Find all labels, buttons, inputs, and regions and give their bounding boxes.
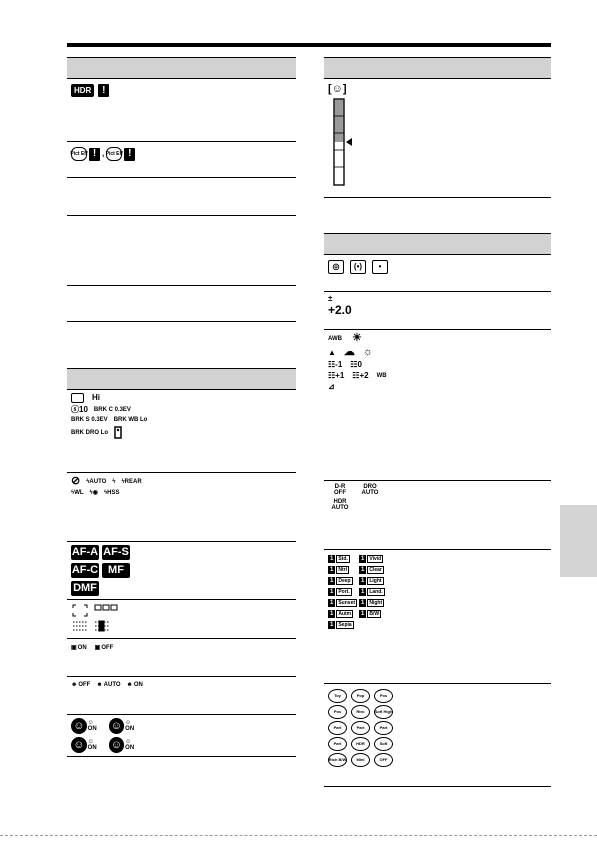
- description-cell: [397, 255, 551, 292]
- flash-hss-icon: ϟ HSS: [103, 490, 120, 496]
- table-header: [324, 58, 551, 79]
- picture-effect-icons: [328, 689, 397, 767]
- description-cell: [140, 542, 296, 600]
- description-header: [140, 369, 296, 390]
- table-row: [324, 684, 551, 787]
- icon-header: [324, 234, 397, 255]
- af-a-icon: AF-A: [71, 546, 99, 558]
- icon-header: [324, 58, 397, 79]
- icon-cell: [324, 79, 397, 198]
- fluorescent-wb-plus2-icon: ☷ +2: [352, 371, 369, 380]
- smile-level-pointer: [346, 138, 352, 146]
- flash-wb-icon: WB: [376, 373, 387, 379]
- multi-metering-icon: ◎: [328, 260, 344, 274]
- icon-cell: [67, 286, 140, 322]
- flash-red-eye-icon: ϟ◉: [89, 490, 98, 496]
- dro-auto-icon: DRO AUTO: [361, 484, 379, 496]
- smile-detection-meter: [332, 98, 362, 188]
- dro-off-icon: D-R OFF: [334, 484, 346, 496]
- icon-cell: [67, 542, 140, 600]
- smile-shutter-icon: ☺ ☺ON: [109, 718, 141, 734]
- af-s-icon: AF-S: [103, 546, 129, 558]
- creative-style-icon: 1 Std.: [330, 556, 348, 562]
- description-cell: [140, 600, 296, 639]
- table-row: [324, 481, 551, 550]
- creative-style-icon: 1 B/W: [361, 611, 380, 617]
- icon-cell: [67, 79, 140, 142]
- table-row: [324, 330, 551, 481]
- picture-effect-icon: Pict Eff: [71, 147, 87, 161]
- hdr-auto-icon: HDR AUTO: [331, 499, 349, 511]
- description-cell: [397, 292, 551, 330]
- icon-cell: [67, 178, 140, 216]
- icon-cell: [324, 684, 397, 787]
- picture-effect-icon: Pos: [328, 705, 347, 719]
- icon-cell: [67, 600, 140, 639]
- picture-effect-icon: Pop: [351, 689, 370, 703]
- auto-wb-icon: AWB: [328, 335, 342, 342]
- picture-effect-icon: Part: [328, 721, 347, 735]
- icon-header: [67, 369, 140, 390]
- creative-style-icon: 1 Light: [361, 578, 382, 584]
- daylight-wb-icon: ☀: [352, 332, 362, 344]
- table-row: [67, 542, 296, 600]
- description-header: [140, 58, 296, 79]
- af-area-icons: [71, 603, 135, 633]
- smile-detection-icon: [☺]: [328, 83, 347, 95]
- shooting-settings-table: [67, 368, 296, 757]
- picture-effect-icon: Soft: [374, 737, 393, 751]
- remote-commander-icon: [114, 426, 122, 439]
- description-cell: [140, 473, 296, 542]
- face-detect-auto-icon: ☻ AUTO: [96, 682, 121, 688]
- lock-on-af-off-icon: ▣ OFF: [94, 644, 114, 651]
- picture-effect-icon: OFF: [374, 753, 393, 767]
- single-shot-icon: [71, 393, 84, 403]
- creative-style-icon: 1 Deep: [330, 578, 351, 584]
- picture-effect-icon: HDR: [351, 737, 370, 751]
- creative-style-icon: 1 Ntrl: [330, 567, 347, 573]
- description-cell: [140, 178, 296, 216]
- creative-style-icons: [328, 555, 397, 629]
- smile-shutter-icon: ☺ ☺ON: [71, 737, 103, 753]
- creative-style-icon: 1 Sunset: [330, 600, 356, 606]
- creative-style-icon: 1 Land.: [361, 589, 383, 595]
- table-row: [67, 142, 296, 178]
- description-cell: [140, 390, 296, 473]
- smile-shutter-icon: ☺ ☺ON: [109, 737, 141, 753]
- top-rule: [67, 43, 551, 47]
- description-cell: [140, 715, 296, 757]
- table-header: [324, 234, 551, 255]
- icon-cell: [67, 216, 140, 286]
- description-cell: [140, 79, 296, 142]
- center-metering-icon: (•): [350, 260, 366, 274]
- fluorescent-wb-0-icon: ☷ 0: [350, 360, 362, 369]
- warning-icon: !: [124, 148, 135, 161]
- self-timer-icon: ⓢ10: [71, 405, 88, 414]
- hdr-icon: HDR: [71, 84, 94, 97]
- continuous-hi-icon: Hi: [92, 393, 100, 402]
- icon-cell: [67, 473, 140, 542]
- flash-rear-icon: ϟ REAR: [121, 478, 142, 485]
- fluorescent-wb-plus1-icon: ☷ +1: [328, 371, 345, 380]
- picture-effect-icon: Pict Eff: [106, 147, 122, 161]
- description-cell: [397, 330, 551, 481]
- icon-cell: [324, 550, 397, 684]
- chapter-thumb-tab: [560, 505, 597, 577]
- picture-effect-icon: Part: [328, 737, 347, 751]
- icon-cell: [67, 677, 143, 715]
- page-trim-line: [0, 835, 597, 836]
- table-row: [67, 286, 296, 322]
- creative-style-icon: 1 Vivid: [361, 556, 382, 562]
- table-row: [67, 216, 296, 286]
- shade-wb-icon: ▲: [328, 347, 336, 357]
- flash-icon: ϟ: [112, 478, 116, 485]
- white-balance-bracket-icon: BRK WB Lo: [113, 417, 148, 423]
- warning-icon: !: [98, 84, 109, 97]
- picture-effect-icon: Pos: [374, 689, 393, 703]
- spot-metering-icon: •: [372, 260, 388, 274]
- flash-off-icon: ⊘: [71, 475, 81, 487]
- af-c-icon: AF-C: [71, 564, 99, 576]
- incandescent-wb-icon: ☼: [362, 346, 374, 358]
- description-cell: [397, 684, 551, 787]
- table-header: [67, 369, 296, 390]
- picture-effect-icon: Rtro: [351, 705, 370, 719]
- flash-wireless-icon: ϟ WL: [71, 490, 84, 496]
- description-cell: [397, 550, 551, 684]
- icon-cell: [324, 330, 397, 481]
- warning-icon: !: [89, 148, 100, 161]
- creative-style-icon: 1 Night: [361, 600, 383, 606]
- description-cell: [397, 79, 551, 198]
- creative-style-icon: 1 Autm: [330, 611, 352, 617]
- bracket-continuous-icon: BRK C 0.3EV: [93, 407, 131, 413]
- icon-cell: [67, 639, 140, 677]
- picture-effect-icon: Rich B/W: [328, 753, 347, 767]
- table-row: [324, 292, 551, 330]
- picture-effect-icon: Toy: [328, 689, 347, 703]
- icon-cell: [324, 255, 397, 292]
- fluorescent-wb-minus1-icon: ☷ -1: [328, 360, 343, 369]
- smile-shutter-icon: ☺ ☺ON: [71, 718, 103, 734]
- table-row: [67, 715, 296, 757]
- face-detect-off-icon: ☻ OFF: [71, 682, 91, 688]
- bracket-single-icon: BRK S 0.3EV: [71, 417, 108, 423]
- smile-detection-table: [324, 57, 551, 198]
- icon-cell: Pict Eff ! , Pict Eff !: [67, 142, 140, 178]
- creative-style-icon: 1 Sepia: [330, 622, 352, 628]
- cloudy-wb-icon: ☁: [343, 346, 355, 358]
- table-row: [67, 473, 296, 542]
- icon-cell: [67, 715, 140, 757]
- table-row: [324, 79, 551, 198]
- description-cell: [397, 481, 551, 550]
- flash-compensation-icon: ±: [328, 294, 333, 303]
- mf-icon: MF: [102, 563, 130, 578]
- icon-cell: [324, 481, 397, 550]
- creative-style-icon: 1 Port.: [330, 589, 350, 595]
- picture-effect-icon: Part: [374, 721, 393, 735]
- flash-auto-icon: ϟ AUTO: [86, 478, 107, 485]
- table-row: [67, 390, 296, 473]
- table-row: [324, 255, 551, 292]
- description-header: [397, 234, 551, 255]
- picture-effect-icon: Part: [351, 721, 370, 735]
- table-row: [67, 677, 296, 715]
- dro-bracket-icon: BRK DRO Lo: [71, 429, 108, 436]
- table-row: [67, 600, 296, 639]
- exposure-settings-table: [324, 233, 551, 787]
- description-cell: [140, 142, 296, 178]
- description-cell: [140, 286, 296, 322]
- face-detect-on-icon: ☻ ON: [126, 682, 143, 688]
- table-row: [67, 639, 296, 677]
- description-cell: [140, 677, 296, 715]
- table-row: [67, 178, 296, 216]
- picture-effect-icon: Mini: [351, 753, 370, 767]
- table-row: [67, 79, 296, 142]
- lock-on-af-on-icon: ▣ ON: [71, 644, 87, 651]
- hdr-indicator-table: [67, 57, 296, 322]
- icon-header: [67, 58, 140, 79]
- description-cell: [140, 216, 296, 286]
- flash-compensation-value: +2.0: [328, 303, 352, 317]
- dmf-icon: DMF: [71, 581, 99, 596]
- description-cell: [140, 639, 296, 677]
- description-header: [397, 58, 551, 79]
- icon-cell: [67, 390, 148, 473]
- creative-style-icon: 1 Clear: [361, 567, 382, 573]
- table-header: [67, 58, 296, 79]
- custom-wb-icon: ⊿: [328, 382, 335, 391]
- icon-cell: [324, 292, 397, 330]
- picture-effect-icon: Soft High: [374, 705, 393, 719]
- table-row: [324, 550, 551, 684]
